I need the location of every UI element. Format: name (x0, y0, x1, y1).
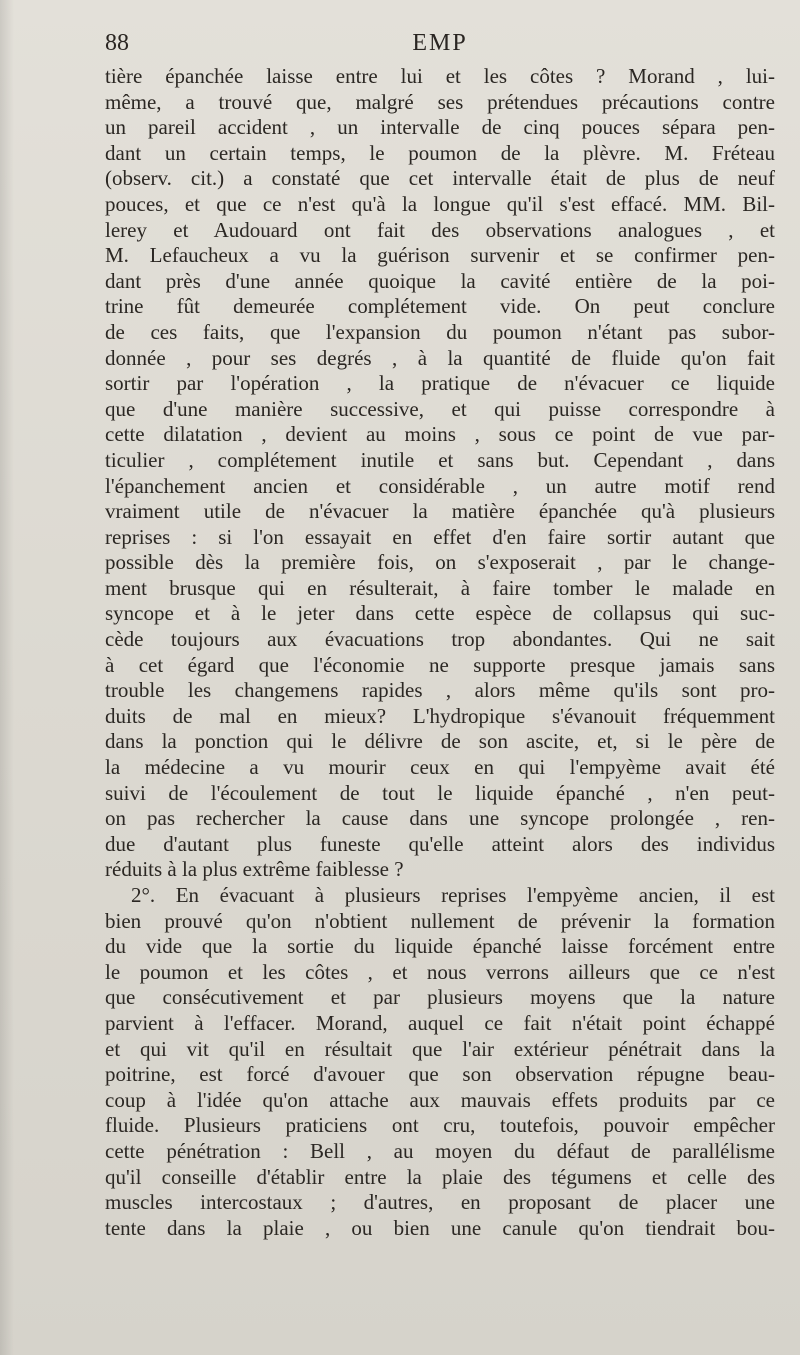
text-line: la médecine a vu mourir ceux en qui l'empyème avait été (105, 755, 775, 780)
text-line: ticulier , complétement inutile et sans but. Cependant , dans (105, 447, 775, 472)
text-line: tière épanchée laisse entre lui et les côtes ? Morand , lui- (105, 64, 775, 88)
text-line: que d'une manière successive, et qui puisse correspondre à (105, 396, 775, 421)
page-gutter-shadow (0, 0, 14, 1355)
text-line: pouces, et que ce n'est qu'à la longue qu'il s'est effacé. MM. Bil- (105, 191, 775, 216)
text-line: tente dans la plaie , ou bien une canule qu'on tiendrait bou- (105, 1215, 775, 1240)
text-line: dant un certain temps, le poumon de la plèvre. M. Fréteau (105, 140, 775, 165)
text-line: fluide. Plusieurs praticiens ont cru, toutefois, pouvoir empêcher (105, 1113, 775, 1138)
text-line: du vide que la sortie du liquide épanché laisse forcément entre (105, 934, 775, 959)
text-line: de ces faits, que l'expansion du poumon n'étant pas subor- (105, 319, 775, 344)
text-line: M. Lefaucheux a vu la guérison survenir et se confirmer pen- (105, 243, 775, 268)
text-line: syncope et à le jeter dans cette espèce de collapsus qui suc- (105, 601, 775, 626)
text-line: qu'il conseille d'établir entre la plaie des tégumens et celle des (105, 1164, 775, 1189)
text-line: muscles intercostaux ; d'autres, en proposant de placer une (105, 1190, 775, 1215)
text-line: l'épanchement ancien et considérable , un autre motif rend (105, 473, 775, 498)
text-line: même, a trouvé que, malgré ses prétendues précautions contre (105, 89, 775, 114)
page-number: 88 (105, 30, 129, 56)
text-line: vraiment utile de n'évacuer la matière épanchée qu'à plusieurs (105, 499, 775, 524)
page-header (105, 30, 775, 64)
text-line: dans la ponction qui le délivre de son ascite, et, si le père de (105, 729, 775, 754)
body-text (105, 64, 775, 1241)
paragraph-end-line: réduits à la plus extrême faiblesse ? (105, 857, 404, 882)
text-line: bien prouvé qu'on n'obtient nullement de prévenir la formation (105, 908, 775, 933)
text-line: cette pénétration : Bell , au moyen du défaut de parallélisme (105, 1138, 775, 1163)
text-line: 2°. En évacuant à plusieurs reprises l'empyème ancien, il est (131, 883, 775, 907)
text-line: un pareil accident , un intervalle de cinq pouces sépara pen- (105, 115, 775, 140)
text-line: donnée , pour ses degrés , à la quantité de fluide qu'on fait (105, 345, 775, 370)
text-line: coup à l'idée qu'on attache aux mauvais effets produits par ce (105, 1087, 775, 1112)
running-head: EMP (412, 30, 468, 56)
text-line: (observ. cit.) a constaté que cet intervalle était de plus de neuf (105, 166, 775, 191)
text-line: trine fût demeurée complétement vide. On peut conclure (105, 294, 775, 319)
text-line: poitrine, est forcé d'avouer que son observation répugne beau- (105, 1062, 775, 1087)
text-line: lerey et Audouard ont fait des observations analogues , et (105, 217, 775, 242)
text-line: possible dès la première fois, on s'exposerait , par le change- (105, 550, 775, 575)
text-line: que consécutivement et par plusieurs moyens que la nature (105, 985, 775, 1010)
text-line: à cet égard que l'économie ne supporte presque jamais sans (105, 652, 775, 677)
text-line: sortir par l'opération , la pratique de n'évacuer ce liquide (105, 371, 775, 396)
text-line: ment brusque qui en résulterait, à faire tomber le malade en (105, 575, 775, 600)
text-line: cède toujours aux évacuations trop abondantes. Qui ne sait (105, 627, 775, 652)
text-line: trouble les changemens rapides , alors même qu'ils sont pro- (105, 678, 775, 703)
text-line: on pas rechercher la cause dans une syncope prolongée , ren- (105, 806, 775, 831)
text-line: dant près d'une année quoique la cavité entière de la poi- (105, 268, 775, 293)
text-line: le poumon et les côtes , et nous verrons ailleurs que ce n'est (105, 959, 775, 984)
text-line: duits de mal en mieux? L'hydropique s'évanouit fréquemment (105, 703, 775, 728)
text-line: cette dilatation , devient au moins , sous ce point de vue par- (105, 422, 775, 447)
text-line: et qui vit qu'il en résultait que l'air extérieur pénétrait dans la (105, 1036, 775, 1061)
text-line: suivi de l'écoulement de tout le liquide épanché , n'en peut- (105, 780, 775, 805)
text-line: reprises : si l'on essayait en effet d'en faire sortir autant que (105, 524, 775, 549)
text-line: due d'autant plus funeste qu'elle atteint alors des individus (105, 831, 775, 856)
text-line: parvient à l'effacer. Morand, auquel ce fait n'était point échappé (105, 1010, 775, 1035)
